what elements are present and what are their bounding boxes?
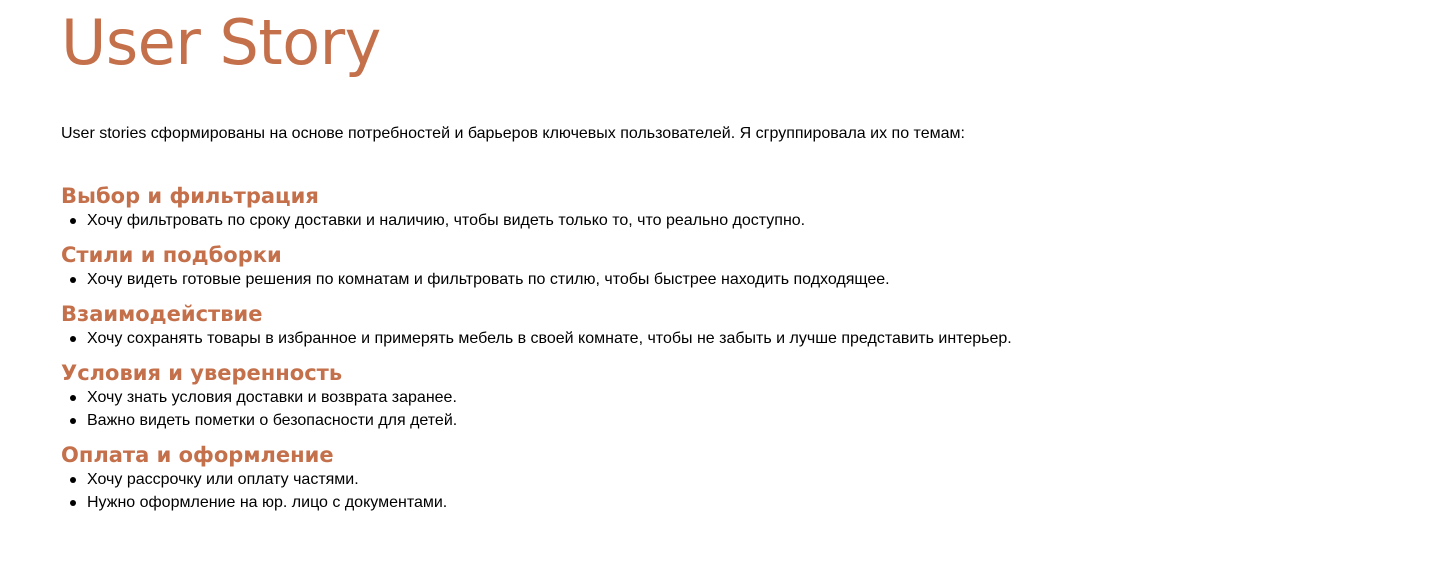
list-item-text: Важно видеть пометки о безопасности для детей. [87,412,458,429]
bullet-list [61,327,1401,350]
page-title: User Story [61,6,381,79]
bullet-list [61,268,1401,291]
list-item [61,327,1401,350]
section-heading: Взаимодействие [61,302,263,326]
section-payment-checkout [61,442,1401,514]
bullet-list [61,468,1401,514]
list-item-text: Хочу сохранять товары в избранное и примерять мебель в своей комнате, чтобы не забыть и лучше представить интерьер. [87,330,1012,347]
bullet-list [61,386,1401,432]
bullet-icon [70,218,76,224]
list-item-text: Нужно оформление на юр. лицо с документами. [87,494,448,511]
section-styles-collections [61,242,1401,291]
bullet-icon [70,277,76,283]
bullet-icon [70,395,76,401]
list-item-text: Хочу рассрочку или оплату частями. [87,471,359,488]
bullet-icon [70,336,76,342]
list-item [61,386,1401,409]
user-story-sections [61,183,1401,514]
section-heading: Оплата и оформление [61,443,334,467]
bullet-list [61,209,1401,232]
section-conditions-confidence [61,360,1401,432]
section-interaction [61,301,1401,350]
bullet-icon [70,477,76,483]
list-item-text: Хочу видеть готовые решения по комнатам и фильтровать по стилю, чтобы быстрее находить подходящее. [87,271,890,288]
section-heading: Условия и уверенность [61,361,343,385]
list-item [61,209,1401,232]
section-heading: Выбор и фильтрация [61,184,319,208]
list-item [61,409,1401,432]
bullet-icon [70,500,76,506]
intro-paragraph: User stories сформированы на основе потребностей и барьеров ключевых пользователей. Я сгруппировала их по темам: [61,125,965,142]
list-item-text: Хочу знать условия доставки и возврата заранее. [87,389,457,406]
list-item [61,268,1401,291]
list-item [61,468,1401,491]
bullet-icon [70,418,76,424]
list-item [61,491,1401,514]
document-page [61,0,1401,524]
section-selection-filtering [61,183,1401,232]
section-heading: Стили и подборки [61,243,282,267]
list-item-text: Хочу фильтровать по сроку доставки и наличию, чтобы видеть только то, что реально доступно. [87,212,806,229]
